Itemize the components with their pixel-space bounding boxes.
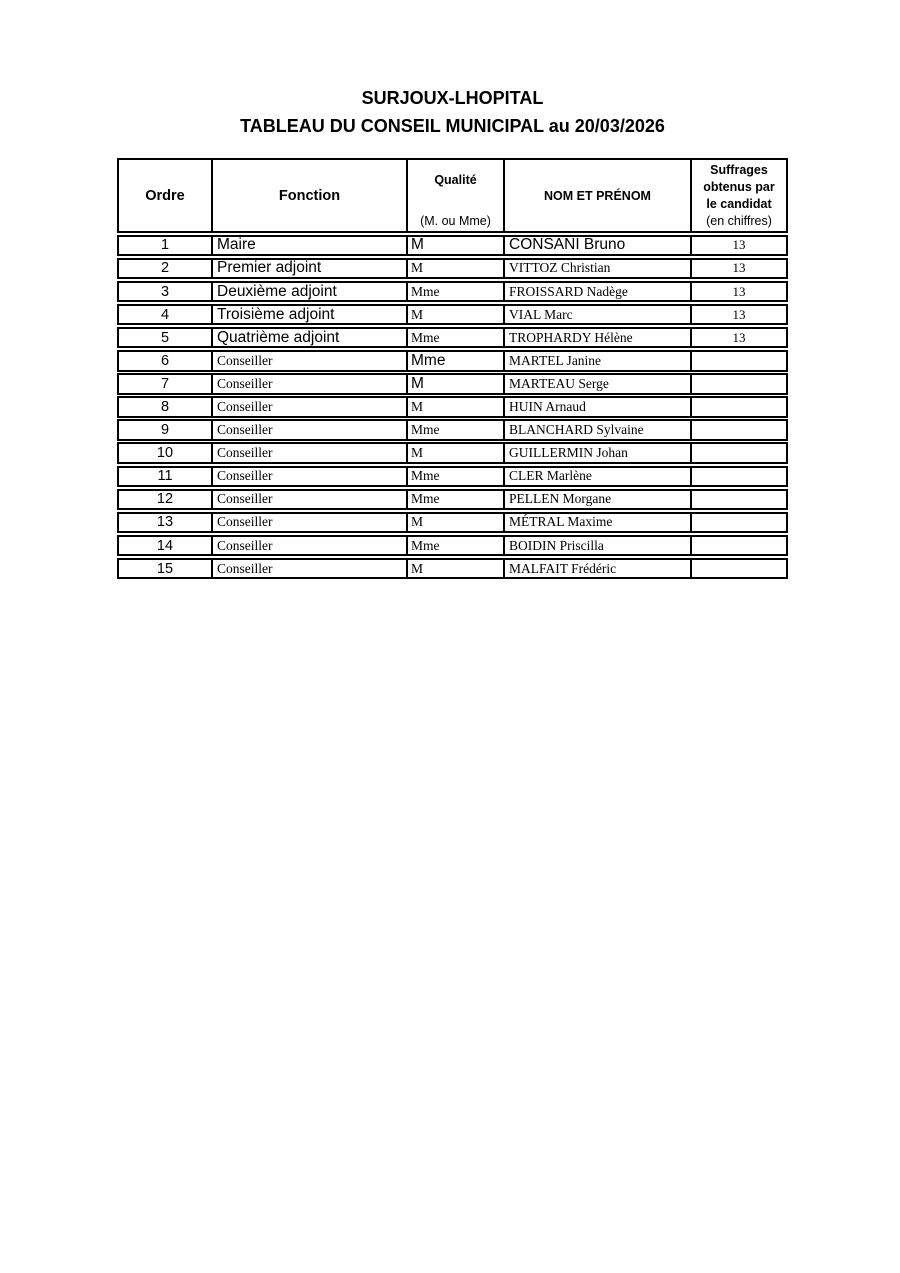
- header-suffrages-line3: le candidat: [706, 196, 772, 211]
- table-row: [117, 558, 788, 580]
- cell-nom: MÉTRAL Maxime: [505, 514, 692, 532]
- table-row: [117, 235, 788, 257]
- cell-ordre: 4: [119, 306, 213, 324]
- header-nom: [505, 160, 692, 231]
- table-row: [117, 327, 788, 349]
- cell-fonction: Maire: [213, 237, 408, 255]
- cell-qualite: Mme: [408, 329, 505, 347]
- cell-qualite: M: [408, 260, 505, 278]
- cell-qualite: M: [408, 398, 505, 416]
- table-row: [117, 304, 788, 326]
- cell-fonction: Conseiller: [213, 537, 408, 555]
- cell-ordre: 11: [119, 468, 213, 486]
- header-qualite-sub: (M. ou Mme): [420, 214, 491, 228]
- table-row: [117, 419, 788, 441]
- table-row: [117, 373, 788, 395]
- table-row: [117, 350, 788, 372]
- cell-fonction: Conseiller: [213, 398, 408, 416]
- table-row: [117, 489, 788, 511]
- header-ordre-label: Ordre: [145, 187, 185, 204]
- cell-nom: TROPHARDY Hélène: [505, 329, 692, 347]
- cell-nom: PELLEN Morgane: [505, 491, 692, 509]
- cell-fonction: Conseiller: [213, 514, 408, 532]
- cell-nom: BLANCHARD Sylvaine: [505, 421, 692, 439]
- cell-suffrages: [692, 468, 786, 486]
- header-suffrages-line2: obtenus par: [703, 179, 775, 194]
- table-row: [117, 466, 788, 488]
- table-row: [117, 535, 788, 557]
- cell-qualite: Mme: [408, 491, 505, 509]
- cell-qualite: M: [408, 444, 505, 462]
- cell-ordre: 5: [119, 329, 213, 347]
- cell-ordre: 7: [119, 375, 213, 393]
- cell-ordre: 8: [119, 398, 213, 416]
- cell-nom: CONSANI Bruno: [505, 237, 692, 255]
- cell-nom: VITTOZ Christian: [505, 260, 692, 278]
- cell-fonction: Conseiller: [213, 491, 408, 509]
- cell-fonction: Troisième adjoint: [213, 306, 408, 324]
- cell-qualite: Mme: [408, 537, 505, 555]
- document-title: [117, 84, 788, 140]
- header-suffrages: [692, 160, 786, 231]
- cell-nom: MALFAIT Frédéric: [505, 560, 692, 578]
- cell-ordre: 15: [119, 560, 213, 578]
- cell-qualite: M: [408, 237, 505, 255]
- cell-ordre: 3: [119, 283, 213, 301]
- cell-fonction: Conseiller: [213, 352, 408, 370]
- cell-ordre: 1: [119, 237, 213, 255]
- cell-fonction: Conseiller: [213, 560, 408, 578]
- cell-fonction: Conseiller: [213, 468, 408, 486]
- cell-qualite: Mme: [408, 352, 505, 370]
- header-qualite-label: Qualité: [434, 173, 477, 187]
- table-header-row: [117, 158, 788, 233]
- cell-ordre: 6: [119, 352, 213, 370]
- cell-ordre: 2: [119, 260, 213, 278]
- header-ordre: [119, 160, 213, 231]
- cell-nom: CLER Marlène: [505, 468, 692, 486]
- cell-ordre: 14: [119, 537, 213, 555]
- cell-ordre: 9: [119, 421, 213, 439]
- cell-fonction: Conseiller: [213, 421, 408, 439]
- cell-nom: BOIDIN Priscilla: [505, 537, 692, 555]
- cell-qualite: M: [408, 375, 505, 393]
- cell-suffrages: [692, 352, 786, 370]
- cell-qualite: M: [408, 560, 505, 578]
- title-tableau: TABLEAU DU CONSEIL MUNICIPAL au 20/03/2026: [240, 116, 665, 136]
- cell-suffrages: [692, 560, 786, 578]
- header-fonction-label: Fonction: [278, 187, 341, 204]
- cell-suffrages: [692, 444, 786, 462]
- cell-fonction: Conseiller: [213, 375, 408, 393]
- table-row: [117, 258, 788, 280]
- cell-suffrages: 13: [732, 329, 746, 345]
- cell-nom: FROISSARD Nadège: [505, 283, 692, 301]
- cell-ordre: 13: [119, 514, 213, 532]
- table-row: [117, 512, 788, 534]
- table-row: [117, 396, 788, 418]
- cell-qualite: M: [408, 514, 505, 532]
- cell-fonction: Conseiller: [213, 444, 408, 462]
- header-nom-label: NOM ET PRÉNOM: [544, 188, 651, 203]
- cell-suffrages: 13: [732, 306, 746, 322]
- cell-qualite: M: [408, 306, 505, 324]
- cell-suffrages: [692, 537, 786, 555]
- cell-qualite: Mme: [408, 468, 505, 486]
- cell-suffrages: [692, 398, 786, 416]
- cell-suffrages: 13: [732, 283, 746, 299]
- cell-nom: MARTEAU Serge: [505, 375, 692, 393]
- cell-ordre: 12: [119, 491, 213, 509]
- table-body: [117, 235, 788, 580]
- header-suffrages-line1: Suffrages: [710, 162, 768, 177]
- cell-suffrages: [692, 491, 786, 509]
- header-qualite: [408, 160, 505, 231]
- cell-qualite: Mme: [408, 283, 505, 301]
- table-row: [117, 442, 788, 464]
- header-suffrages-sub: (en chiffres): [706, 213, 772, 228]
- cell-suffrages: [692, 375, 786, 393]
- cell-suffrages: 13: [732, 260, 746, 276]
- cell-nom: MARTEL Janine: [505, 352, 692, 370]
- cell-fonction: Quatrième adjoint: [213, 329, 408, 347]
- cell-suffrages: 13: [732, 237, 746, 253]
- cell-ordre: 10: [119, 444, 213, 462]
- cell-suffrages: [692, 514, 786, 532]
- title-commune: SURJOUX-LHOPITAL: [361, 88, 544, 108]
- header-fonction: [213, 160, 408, 231]
- cell-qualite: Mme: [408, 421, 505, 439]
- cell-suffrages: [692, 421, 786, 439]
- cell-fonction: Deuxième adjoint: [213, 283, 408, 301]
- council-table: [117, 158, 788, 579]
- table-row: [117, 281, 788, 303]
- cell-fonction: Premier adjoint: [213, 260, 408, 278]
- cell-nom: HUIN Arnaud: [505, 398, 692, 416]
- cell-nom: GUILLERMIN Johan: [505, 444, 692, 462]
- cell-nom: VIAL Marc: [505, 306, 692, 324]
